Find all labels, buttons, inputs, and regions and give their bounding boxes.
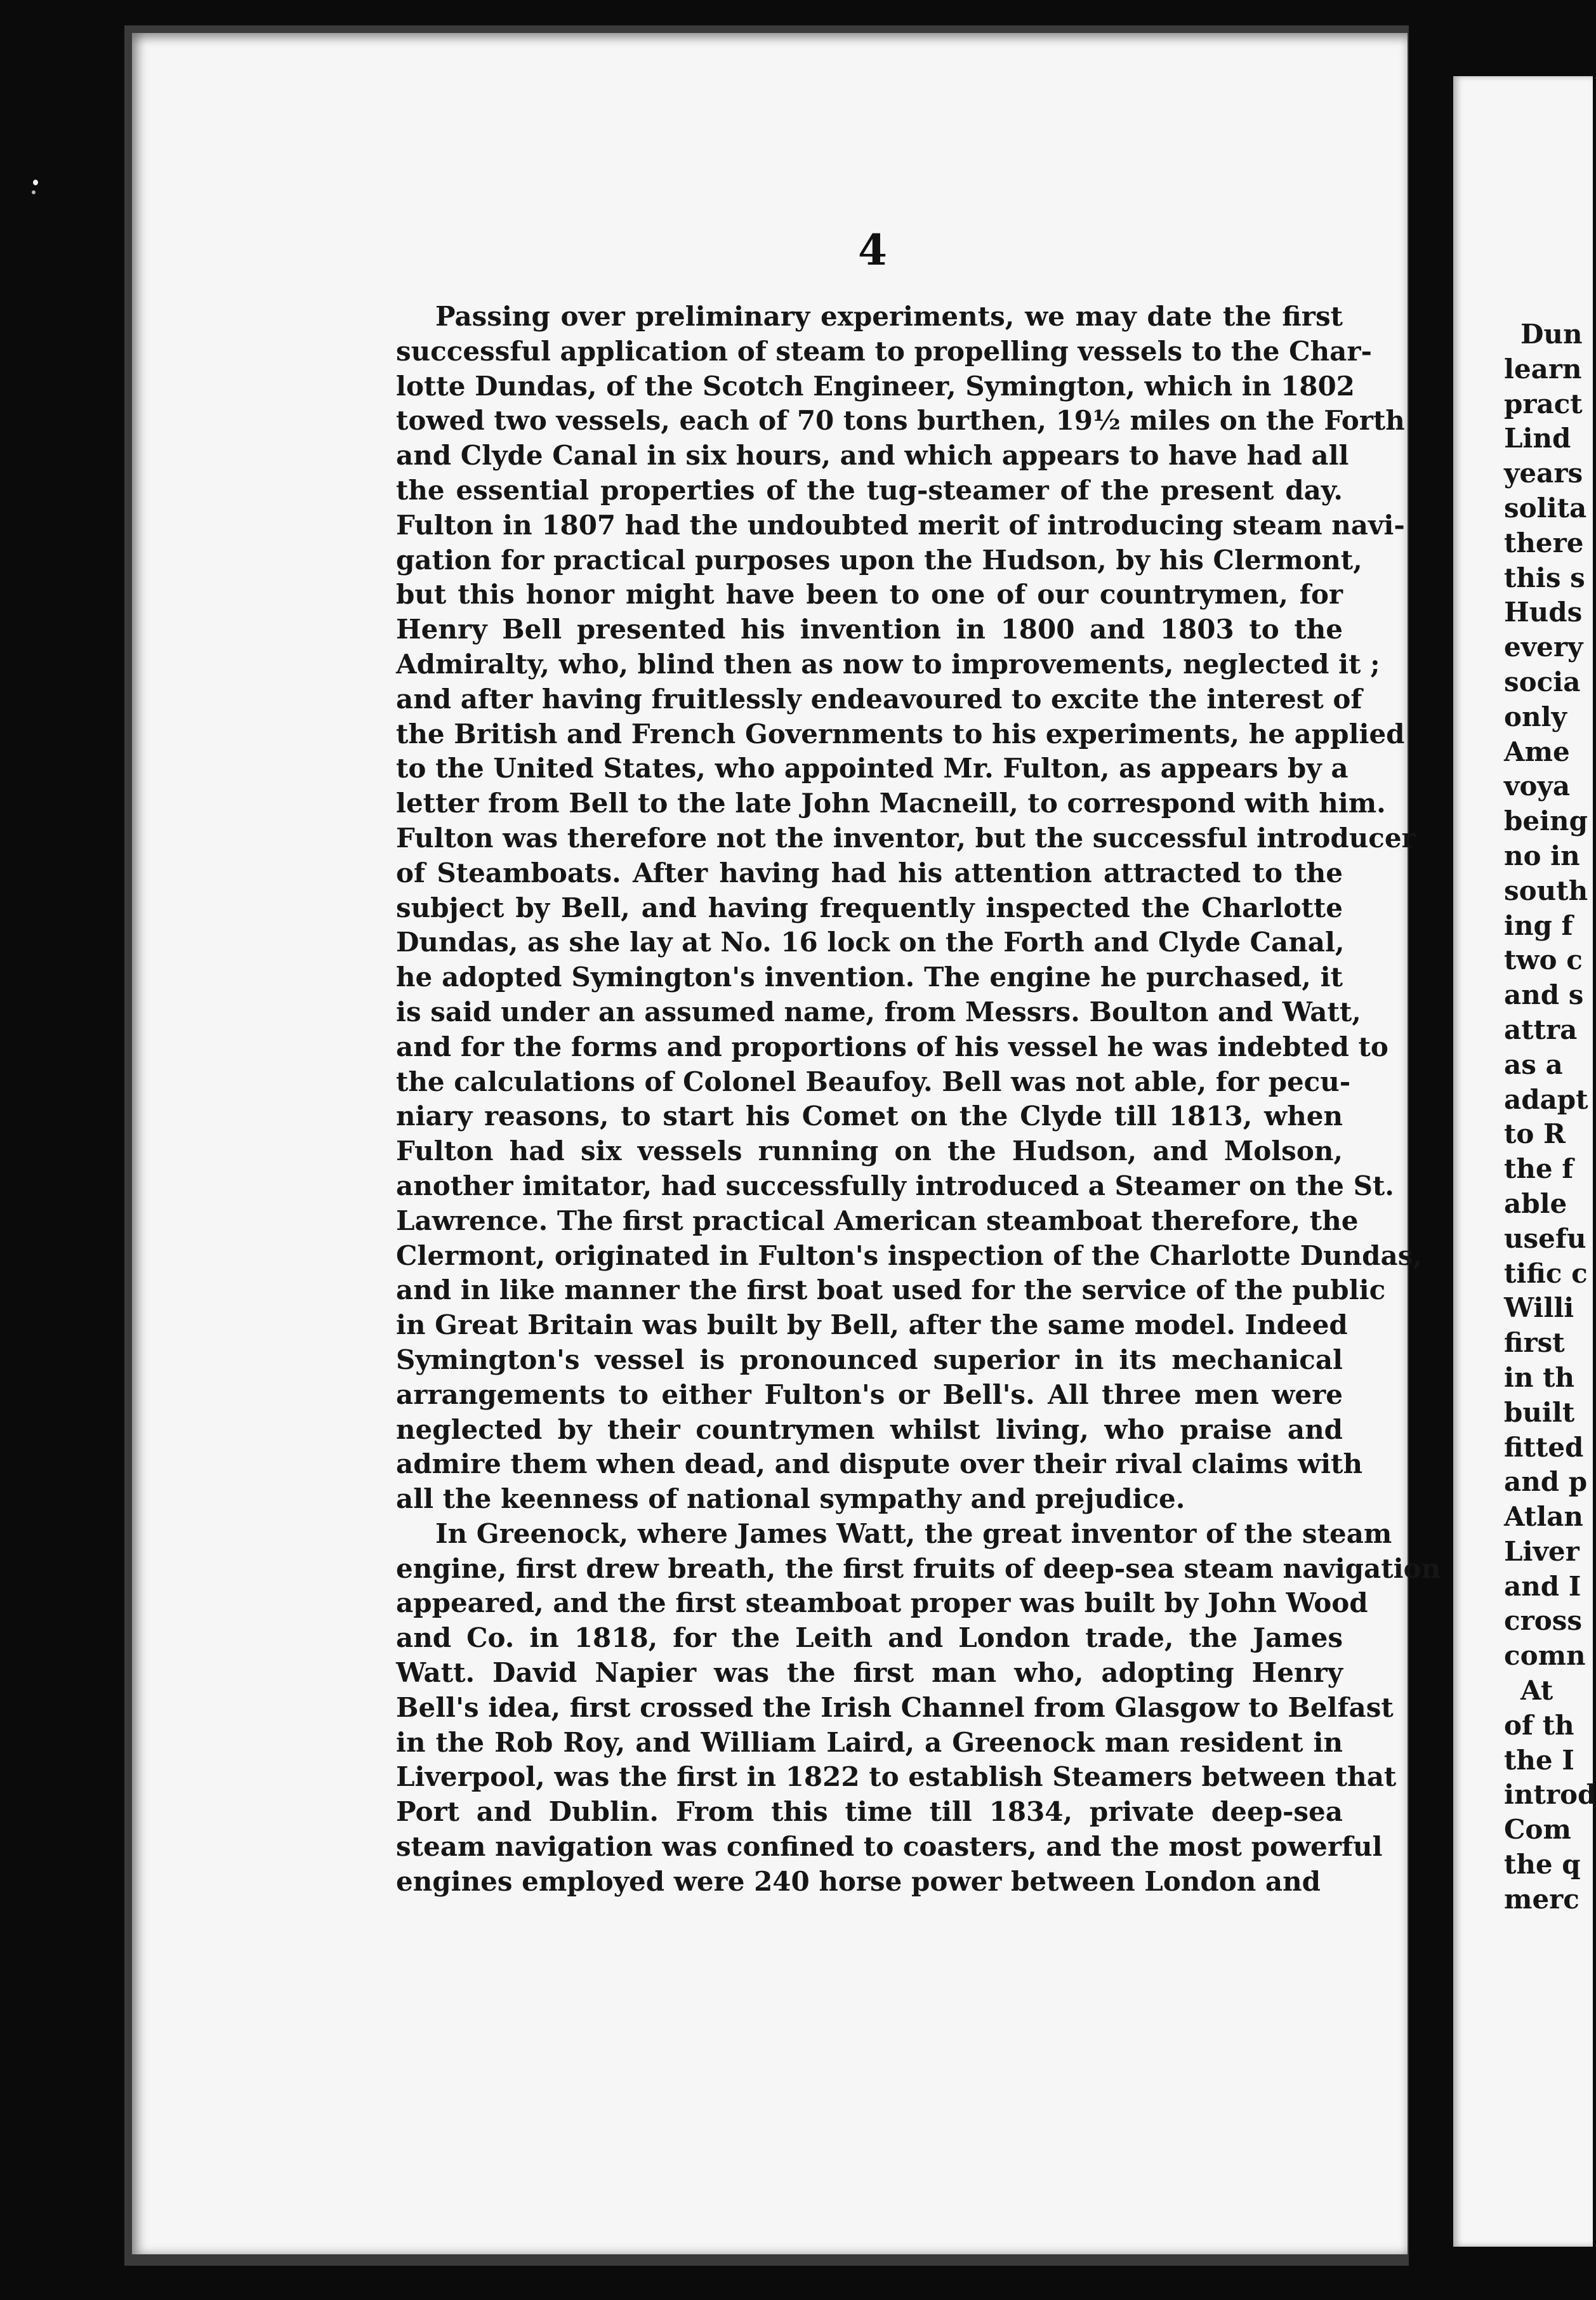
facing-page-fragment: two c xyxy=(1504,944,1583,976)
facing-page-fragment: of th xyxy=(1504,1709,1574,1741)
facing-page-fragment: voya xyxy=(1504,770,1571,802)
text-line: Henry Bell presented his invention in 1800 and 1803 to the xyxy=(396,614,1343,645)
text-line: the British and French Governments to his experiments, he applied xyxy=(396,718,1405,750)
text-line: successful application of steam to propelling vessels to the Char- xyxy=(396,335,1372,367)
scan-speck xyxy=(32,190,36,194)
text-line: steam navigation was confined to coasters, and the most powerful xyxy=(396,1831,1383,1863)
text-line: he adopted Symington's invention. The engine he purchased, it xyxy=(396,962,1343,993)
text-line: lotte Dundas, of the Scotch Engineer, Symington, which in 1802 xyxy=(396,370,1355,402)
facing-page-fragment: Atlan xyxy=(1504,1501,1583,1533)
facing-page-fragment: and p xyxy=(1504,1466,1588,1498)
facing-page-fragment: no in xyxy=(1504,840,1580,871)
text-line: Clermont, originated in Fulton's inspection of the Charlotte Dundas, xyxy=(396,1239,1422,1271)
body-text xyxy=(396,300,1441,1900)
page-number: 4 xyxy=(858,225,887,275)
facing-page-fragment: the I xyxy=(1504,1744,1574,1776)
facing-page-fragment: comn xyxy=(1504,1640,1586,1672)
facing-page-fragment: learn xyxy=(1504,353,1582,385)
text-line: Passing over preliminary experiments, we may date the first xyxy=(435,301,1343,332)
facing-page-fragment: south xyxy=(1504,875,1588,906)
facing-page-fragment: first xyxy=(1504,1327,1565,1359)
text-line: Symington's vessel is pronounced superior in its mechanical xyxy=(396,1344,1343,1375)
text-line: and for the forms and proportions of his vessel he was indebted to xyxy=(396,1031,1388,1062)
text-line: towed two vessels, each of 70 tons burthen, 19½ miles on the Forth xyxy=(396,405,1405,437)
facing-page-fragment: Ame xyxy=(1504,736,1570,767)
facing-page-fragment: in th xyxy=(1504,1361,1575,1393)
facing-page-fragment: pract xyxy=(1504,388,1583,420)
facing-page-fragment: Liver xyxy=(1504,1535,1580,1567)
scan-speck xyxy=(33,180,38,185)
facing-page-fragment: and s xyxy=(1504,979,1584,1011)
text-line: to the United States, who appointed Mr. Fulton, as appears by a xyxy=(396,753,1349,784)
facing-page-fragment: Lind xyxy=(1504,423,1571,454)
facing-page-fragment: there xyxy=(1504,527,1584,558)
text-line: Watt. David Napier was the first man who, adopting Henry xyxy=(396,1657,1343,1689)
facing-page-fragment: ing f xyxy=(1504,909,1573,941)
facing-page-fragment: being xyxy=(1504,805,1588,837)
facing-page-fragment: fitted xyxy=(1504,1431,1584,1463)
text-line: in the Rob Roy, and William Laird, a Greenock man resident in xyxy=(396,1726,1343,1758)
text-line: another imitator, had successfully introduced a Steamer on the St. xyxy=(396,1170,1394,1201)
text-line: and after having fruitlessly endeavoured to excite the interest of xyxy=(396,683,1362,715)
facing-page-fragment: Willi xyxy=(1504,1292,1574,1324)
facing-page-fragment: introd xyxy=(1504,1779,1596,1811)
text-line: neglected by their countrymen whilst living, who praise and xyxy=(396,1413,1343,1445)
text-line: Port and Dublin. From this time till 1834, private deep-sea xyxy=(396,1796,1343,1828)
text-line: Fulton in 1807 had the undoubted merit of introducing steam navi- xyxy=(396,509,1405,541)
text-line: admire them when dead, and dispute over their rival claims with xyxy=(396,1448,1362,1480)
text-line: and in like manner the first boat used for the service of the public xyxy=(396,1274,1386,1306)
facing-page-fragment: only xyxy=(1504,701,1567,732)
text-line: the essential properties of the tug-steamer of the present day. xyxy=(396,474,1343,506)
text-line: engine, first drew breath, the first fruits of deep-sea steam navigation xyxy=(396,1552,1441,1584)
facing-page-fragment: adapt xyxy=(1504,1083,1588,1115)
facing-page-fragment: usefu xyxy=(1504,1222,1586,1254)
text-line: niary reasons, to start his Comet on the Clyde till 1813, when xyxy=(396,1100,1343,1132)
facing-page-fragment: this s xyxy=(1504,562,1585,593)
text-line: of Steamboats. After having had his attention attracted to the xyxy=(396,857,1343,889)
facing-page-fragment: as a xyxy=(1504,1048,1563,1080)
text-line: In Greenock, where James Watt, the great inventor of the steam xyxy=(435,1517,1392,1549)
facing-page-fragment: to R xyxy=(1504,1118,1566,1150)
text-line: subject by Bell, and having frequently inspected the Charlotte xyxy=(396,892,1343,923)
text-line: and Co. in 1818, for the Leith and London trade, the James xyxy=(396,1622,1343,1654)
text-line: arrangements to either Fulton's or Bell's. All three men were xyxy=(396,1378,1343,1410)
text-line: Lawrence. The first practical American steamboat therefore, the xyxy=(396,1205,1359,1236)
facing-page-fragment: Huds xyxy=(1504,597,1583,628)
facing-page-fragment: years xyxy=(1504,458,1583,489)
text-line: appeared, and the first steamboat proper was built by John Wood xyxy=(396,1587,1368,1619)
text-line: Fulton was therefore not the inventor, but the successful introducer xyxy=(396,822,1416,854)
text-line: Fulton had six vessels running on the Hudson, and Molson, xyxy=(396,1135,1343,1167)
facing-page-fragment: able xyxy=(1504,1187,1567,1219)
facing-page-fragment: solita xyxy=(1504,492,1587,524)
text-line: in Great Britain was built by Bell, after the same model. Indeed xyxy=(396,1309,1348,1341)
facing-page-fragment: cross xyxy=(1504,1605,1583,1637)
facing-page-fragment: socia xyxy=(1504,666,1581,697)
text-line: Liverpool, was the first in 1822 to establish Steamers between that xyxy=(396,1761,1397,1793)
facing-page-fragment: tific c xyxy=(1504,1257,1588,1289)
text-line: Dundas, as she lay at No. 16 lock on the Forth and Clyde Canal, xyxy=(396,927,1345,958)
facing-page-fragment: built xyxy=(1504,1396,1575,1428)
facing-page-fragment: and I xyxy=(1504,1570,1581,1602)
facing-page-fragment: Dun xyxy=(1520,319,1583,350)
text-line: Bell's idea, first crossed the Irish Channel from Glasgow to Belfast xyxy=(396,1691,1394,1723)
facing-page-fragment: the q xyxy=(1504,1849,1581,1880)
facing-page-fragment: Com xyxy=(1504,1814,1571,1846)
facing-page-fragment: attra xyxy=(1504,1014,1578,1045)
text-line: the calculations of Colonel Beaufoy. Bell was not able, for pecu- xyxy=(396,1066,1351,1097)
facing-page-fragment: merc xyxy=(1504,1883,1580,1915)
text-line: and Clyde Canal in six hours, and which appears to have had all xyxy=(396,440,1349,472)
facing-page-fragment: At xyxy=(1520,1675,1553,1707)
text-line: engines employed were 240 horse power between London and xyxy=(396,1865,1321,1897)
text-line: but this honor might have been to one of our countrymen, for xyxy=(396,579,1343,611)
text-line: letter from Bell to the late John Macneill, to correspond with him. xyxy=(396,788,1386,819)
facing-page-fragment: every xyxy=(1504,631,1583,663)
facing-page-fragment: the f xyxy=(1504,1153,1574,1185)
text-line: all the keenness of national sympathy and prejudice. xyxy=(396,1483,1185,1515)
text-line: gation for practical purposes upon the Hudson, by his Clermont, xyxy=(396,544,1362,576)
text-line: Admiralty, who, blind then as now to improvements, neglected it ; xyxy=(396,648,1380,680)
text-line: is said under an assumed name, from Messrs. Boulton and Watt, xyxy=(396,996,1361,1028)
facing-page-text xyxy=(1504,317,1596,1917)
